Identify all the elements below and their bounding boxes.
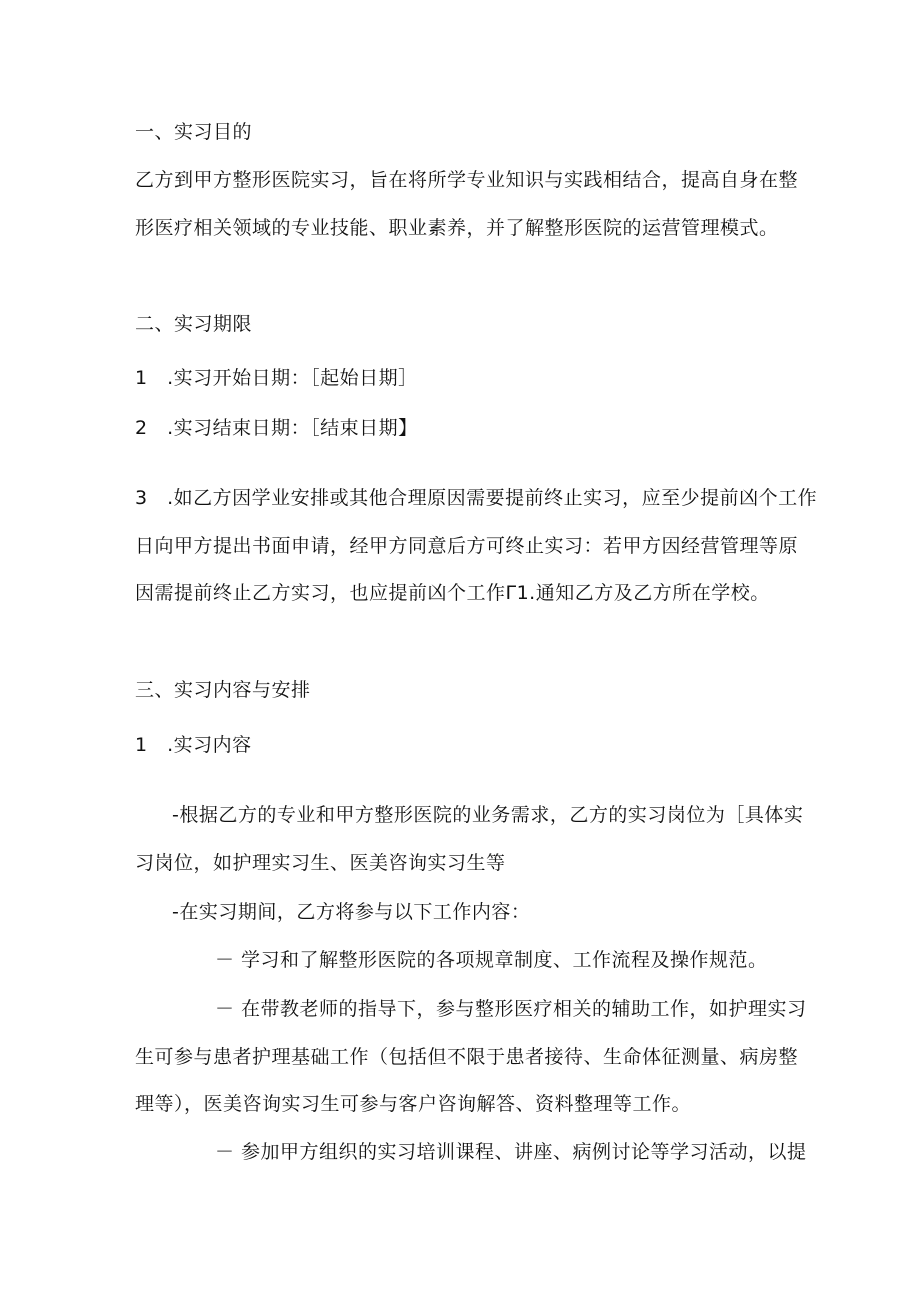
sub-dash-item-training: － 参加甲方组织的实习培训课程、讲座、病例讨论等学习活动，以提 xyxy=(215,1141,807,1163)
list-item-end-date: 2 .实习结束日期：［结束日期】 xyxy=(135,417,418,439)
section-heading-content: 三、实习内容与安排 xyxy=(135,679,311,701)
paragraph-line: 理等），医美咨询实习生可参与客户咨询解答、资料整理等工作。 xyxy=(135,1093,692,1115)
dash-item-duties: -在实习期间，乙方将参与以下工作内容： xyxy=(172,901,531,923)
paragraph-line: 乙方到甲方整形医院实习，旨在将所学专业知识与实践相结合，提高自身在整 xyxy=(135,169,799,191)
paragraph-line: 形医疗相关领域的专业技能、职业素养，并了解整形医院的运营管理模式。 xyxy=(135,217,779,239)
paragraph-line: 习岗位，如护理实习生、医美咨询实习生等 xyxy=(135,852,506,874)
subsection-heading-content: 1 .实习内容 xyxy=(135,734,252,756)
paragraph-line: 因需提前终止乙方实习，也应提前凶个工作Γ1.通知乙方及乙方所在学校。 xyxy=(135,582,770,604)
list-item-termination: 3 .如乙方因学业安排或其他合理原因需要提前终止实习，应至少提前凶个工作 xyxy=(135,487,818,509)
section-heading-period: 二、实习期限 xyxy=(135,313,253,335)
paragraph-line: 生可参与患者护理基础工作（包括但不限于患者接待、生命体征测量、病房整 xyxy=(135,1046,799,1068)
dash-item-position: -根据乙方的专业和甲方整形医院的业务需求，乙方的实习岗位为［具体实 xyxy=(172,804,804,826)
sub-dash-item-rules: － 学习和了解整形医院的各项规章制度、工作流程及操作规范。 xyxy=(215,949,768,971)
sub-dash-item-assist: － 在带教老师的指导下，参与整形医疗相关的辅助工作，如护理实习 xyxy=(215,998,807,1020)
list-item-start-date: 1 .实习开始日期：［起始日期］ xyxy=(135,367,418,389)
paragraph-line: 日向甲方提出书面申请，经甲方同意后方可终止实习：若甲方因经营管理等原 xyxy=(135,535,799,557)
section-heading-purpose: 一、实习目的 xyxy=(135,121,253,143)
